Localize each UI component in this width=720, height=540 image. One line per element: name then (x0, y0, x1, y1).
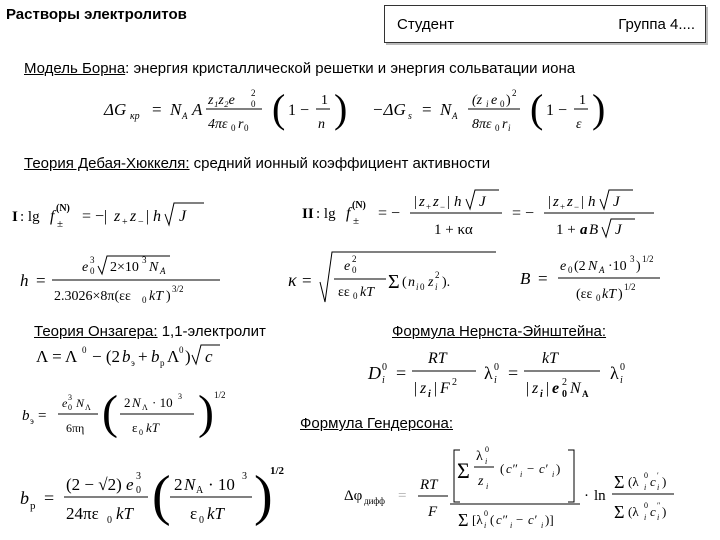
svg-text:0: 0 (484, 509, 488, 518)
svg-text:I: I (12, 209, 18, 225)
svg-text:(N): (N) (56, 203, 70, 214)
debye-huckel-heading-name: Теория Дебая-Хюккеля: (24, 155, 190, 172)
svg-text:(2 − √2): (2 − √2) (66, 475, 122, 494)
svg-text:2: 2 (562, 377, 567, 388)
svg-text:)]: )] (545, 512, 554, 527)
page-title: Растворы электролитов (6, 6, 187, 23)
svg-text:1 +: 1 + (556, 222, 576, 238)
svg-text:0: 0 (420, 282, 425, 292)
svg-text:): ) (618, 287, 623, 302)
svg-text:ΔG: ΔG (104, 100, 127, 119)
onsager-equation (34, 342, 264, 372)
svg-text:=: = (508, 363, 519, 383)
svg-text:0: 0 (90, 266, 95, 276)
svg-text:0: 0 (485, 445, 489, 454)
svg-text:c′: c′ (528, 512, 537, 527)
svg-text:0: 0 (199, 515, 204, 526)
svg-text:−ΔG: −ΔG (372, 100, 406, 119)
svg-text:0: 0 (644, 471, 648, 480)
svg-text:−: − (574, 202, 580, 212)
svg-text:(z: (z (472, 93, 483, 108)
svg-text:z: z (567, 194, 573, 210)
svg-text:0: 0 (82, 345, 87, 355)
svg-text:дифф: дифф (364, 496, 386, 506)
svg-text:2: 2 (251, 88, 256, 98)
svg-text:λ: λ (610, 363, 619, 383)
svg-text:э: э (131, 358, 135, 368)
svg-text:|: | (414, 194, 418, 210)
svg-text:=: = (36, 271, 46, 290)
svg-text:z: z (433, 194, 439, 210)
born-solvation-energy-formula (372, 82, 652, 142)
debye-huckel-second-approximation (302, 184, 702, 248)
svg-text:+: + (138, 347, 148, 366)
svg-text:): ) (506, 93, 511, 108)
svg-text:f: f (50, 208, 55, 225)
svg-text:A: A (192, 100, 203, 119)
svg-text:z: z (553, 194, 559, 210)
onsager-b-e-formula (22, 382, 252, 452)
onsager-heading-rest: 1,1-электролит (157, 323, 266, 340)
svg-text:(N): (N) (352, 200, 366, 211)
svg-text:(λ: (λ (628, 474, 639, 489)
svg-text:= −|: = −| (82, 208, 108, 225)
svg-text:B: B (520, 269, 531, 288)
svg-text:|: | (581, 194, 585, 210)
svg-text:Λ: Λ (85, 403, 91, 412)
debye-huckel-first-approximation (12, 195, 242, 235)
svg-text:0: 0 (244, 123, 249, 133)
svg-text:e: e (344, 259, 351, 274)
svg-text:2: 2 (174, 475, 183, 494)
svg-text:i: i (620, 375, 623, 386)
svg-text:F: F (440, 380, 450, 397)
student-label: Студент (397, 16, 455, 33)
svg-text:2×10: 2×10 (110, 260, 139, 275)
svg-text:i: i (486, 99, 489, 109)
svg-text:0: 0 (562, 389, 567, 400)
svg-text:: lg: : lg (316, 206, 336, 222)
svg-text:i: i (382, 375, 385, 386)
svg-text:J: J (613, 194, 620, 210)
svg-text:0: 0 (352, 265, 357, 275)
svg-text:0: 0 (620, 362, 625, 373)
svg-text:z: z (130, 208, 137, 225)
svg-text:24πε: 24πε (66, 504, 99, 523)
svg-text:c″: c″ (496, 512, 508, 527)
born-heading-name: Модель Борна (24, 60, 126, 77)
svg-text:n: n (408, 275, 415, 290)
svg-text:|: | (146, 208, 150, 225)
svg-text:b: b (22, 408, 30, 424)
svg-text:1: 1 (321, 93, 328, 108)
svg-text:· 10: · 10 (208, 475, 235, 494)
svg-text:c: c (650, 504, 656, 519)
svg-text:= −: = − (378, 205, 401, 222)
svg-text:|: | (526, 380, 530, 397)
svg-text:A: A (182, 111, 188, 121)
svg-text:2: 2 (435, 270, 440, 280)
svg-text:0: 0 (179, 345, 184, 355)
svg-text:i: i (541, 521, 544, 530)
svg-text:1: 1 (579, 93, 586, 108)
svg-text:): ) (662, 504, 667, 519)
svg-text:(: ( (102, 386, 118, 439)
svg-text:0: 0 (231, 123, 236, 133)
svg-text:0: 0 (495, 123, 500, 133)
svg-text:): ) (198, 386, 214, 439)
svg-text:ε: ε (132, 420, 138, 435)
svg-text:i: i (435, 282, 438, 292)
svg-text:0: 0 (382, 362, 387, 373)
svg-text:λ: λ (476, 449, 483, 464)
svg-text:кр: кр (130, 111, 140, 122)
svg-text:B: B (589, 222, 599, 238)
svg-text:z: z (114, 208, 121, 225)
svg-text:A: A (599, 265, 605, 275)
svg-text:=: = (38, 408, 47, 424)
svg-text:0: 0 (494, 362, 499, 373)
svg-text:8πε: 8πε (472, 117, 492, 132)
svg-text:=: = (398, 488, 407, 504)
svg-text:3: 3 (178, 392, 182, 401)
svg-text:J: J (479, 194, 486, 210)
svg-text:h: h (588, 194, 596, 210)
svg-text:).: ). (442, 275, 451, 290)
henderson-heading (300, 415, 453, 432)
kappa-formula (288, 248, 508, 314)
svg-text:kT: kT (207, 504, 224, 523)
svg-text:ln: ln (594, 488, 606, 504)
svg-text:h: h (454, 194, 462, 210)
debye-huckel-heading-rest: средний ионный коэффициент активности (189, 155, 491, 172)
svg-text:b: b (122, 347, 131, 366)
svg-text:A: A (582, 389, 589, 399)
svg-text:0: 0 (107, 515, 112, 526)
svg-text:0: 0 (644, 501, 648, 510)
debye-huckel-heading (24, 155, 490, 172)
svg-text:Δφ: Δφ (344, 488, 363, 504)
svg-text:Λ = Λ: Λ = Λ (36, 347, 78, 366)
svg-text:z: z (478, 474, 484, 489)
svg-text:e: e (126, 475, 134, 494)
svg-text:3: 3 (68, 393, 72, 402)
svg-text:i: i (508, 123, 511, 133)
svg-text:e: e (491, 93, 498, 108)
svg-text:|: | (546, 380, 550, 397)
svg-text:[λ: [λ (472, 512, 483, 527)
svg-text:z₁z₂e: z₁z₂e (208, 93, 235, 108)
svg-text:b: b (151, 347, 160, 366)
svg-text:(: ( (490, 512, 495, 527)
born-lattice-energy-formula (104, 82, 364, 142)
svg-text:0: 0 (500, 99, 505, 109)
svg-text:εε: εε (338, 285, 350, 300)
svg-text:3: 3 (630, 254, 635, 264)
svg-text:i: i (520, 470, 523, 479)
svg-text:0: 0 (251, 99, 256, 109)
svg-text:3: 3 (242, 471, 247, 482)
svg-text:i: i (540, 389, 543, 400)
svg-text:−: − (440, 202, 446, 212)
svg-text:=: = (302, 271, 312, 290)
nernst-einstein-formula (368, 343, 668, 405)
onsager-b-r-formula (20, 456, 310, 536)
svg-text:= −: = − (512, 205, 535, 222)
svg-text:· 10: · 10 (152, 395, 173, 410)
svg-text:J: J (179, 208, 187, 225)
nernst-einstein-heading-name: Формула Нернста-Эйнштейна: (392, 323, 607, 340)
svg-text:2: 2 (512, 88, 517, 98)
svg-text:e: e (560, 259, 567, 274)
svg-text:N: N (440, 100, 452, 119)
svg-text:2.3026×8π(εε: 2.3026×8π(εε (54, 289, 131, 304)
svg-text:(: ( (402, 275, 407, 290)
svg-text:=: = (152, 100, 162, 119)
svg-text:): ) (556, 461, 561, 476)
svg-text:z: z (419, 194, 425, 210)
svg-text:=: = (538, 269, 548, 288)
svg-text:i: i (552, 470, 555, 479)
svg-text:A: A (160, 266, 166, 276)
svg-text:1/2: 1/2 (624, 282, 636, 292)
svg-text:1/2: 1/2 (270, 465, 285, 477)
svg-text:|: | (414, 380, 418, 397)
svg-text:c′: c′ (539, 461, 548, 476)
svg-text:F: F (428, 504, 438, 520)
svg-text:р: р (160, 358, 165, 368)
svg-text:|: | (447, 194, 451, 210)
svg-text:i: i (485, 457, 488, 466)
svg-text:kT: kT (602, 287, 616, 302)
svg-text:N: N (588, 259, 598, 274)
svg-text:z: z (428, 275, 434, 290)
svg-text:·: · (584, 488, 589, 504)
svg-text:): ) (334, 86, 348, 131)
svg-text:ε: ε (190, 504, 198, 523)
svg-text:): ) (662, 474, 667, 489)
svg-text:): ) (592, 86, 606, 131)
svg-text:−: − (138, 217, 144, 228)
svg-text:c: c (205, 347, 213, 366)
svg-text:6πη: 6πη (66, 421, 85, 435)
svg-text:″: ″ (657, 501, 661, 510)
svg-text:0: 0 (142, 295, 147, 305)
svg-text:i: i (494, 375, 497, 386)
svg-text:e: e (82, 260, 89, 275)
svg-text:i: i (657, 483, 660, 492)
svg-text:(: ( (530, 86, 544, 131)
svg-text:c″: c″ (506, 461, 518, 476)
svg-text:: lg: : lg (20, 209, 40, 225)
svg-text:i: i (486, 482, 489, 491)
svg-text:N: N (184, 475, 196, 494)
svg-text:Λ: Λ (167, 347, 180, 366)
svg-text:A: A (196, 485, 204, 496)
svg-text:e: e (62, 396, 68, 410)
svg-text:Λ: Λ (142, 403, 148, 412)
svg-text:b: b (20, 488, 29, 508)
svg-text:Σ: Σ (457, 458, 470, 483)
born-heading-rest: : энергия кристаллической решетки и энергия сольватации иона (125, 60, 576, 77)
b-constant-formula (520, 250, 710, 310)
svg-text:kT: kT (360, 285, 374, 300)
h-constant-formula (20, 252, 260, 314)
henderson-heading-name: Формула Гендерсона: (300, 415, 453, 432)
svg-text:·10: ·10 (608, 259, 627, 274)
svg-text:(λ: (λ (628, 504, 639, 519)
svg-text:Σ: Σ (388, 271, 400, 293)
svg-text:i: i (644, 513, 647, 522)
svg-text:0: 0 (136, 485, 141, 496)
svg-text:0: 0 (596, 293, 601, 303)
svg-text:): ) (254, 465, 273, 527)
svg-text:3: 3 (90, 255, 95, 265)
svg-text:э: э (30, 416, 34, 426)
svg-text:A: A (452, 111, 458, 121)
svg-text:ε: ε (576, 117, 582, 132)
svg-text:): ) (185, 347, 191, 366)
svg-text:Σ: Σ (614, 472, 625, 492)
svg-text:RT: RT (428, 350, 447, 367)
svg-text:− (2: − (2 (92, 347, 120, 366)
svg-text:(: ( (500, 461, 505, 476)
svg-text:i: i (644, 483, 647, 492)
svg-text:c: c (650, 474, 656, 489)
svg-text:J: J (615, 222, 622, 238)
svg-text:Σ: Σ (458, 510, 469, 530)
svg-text:2: 2 (124, 395, 131, 410)
svg-text:±: ± (353, 215, 360, 227)
onsager-heading-name: Теория Онзагера: (34, 323, 158, 340)
svg-text:4πε: 4πε (208, 117, 228, 132)
svg-text:e: e (552, 380, 560, 397)
svg-text:): ) (166, 289, 171, 304)
svg-text:i: i (657, 513, 660, 522)
svg-text:Σ: Σ (614, 502, 625, 522)
svg-text:n: n (318, 117, 325, 132)
svg-text:i: i (510, 521, 513, 530)
svg-text:+: + (560, 202, 566, 212)
svg-text:=: = (44, 488, 55, 508)
svg-text:h: h (153, 208, 161, 225)
svg-text:N: N (570, 380, 581, 397)
svg-text:−: − (527, 461, 535, 476)
svg-text:3: 3 (142, 255, 147, 265)
svg-text:RT: RT (420, 477, 438, 493)
svg-text:i: i (416, 282, 419, 292)
svg-text:z: z (532, 380, 539, 397)
svg-text:3: 3 (136, 471, 141, 482)
svg-text:0: 0 (568, 265, 573, 275)
svg-text:a: a (580, 222, 588, 238)
svg-text:=: = (422, 100, 432, 119)
born-heading (24, 60, 575, 77)
svg-text:N: N (149, 260, 159, 275)
svg-text:): ) (636, 259, 641, 274)
svg-text:kT: kT (149, 289, 163, 304)
svg-text:′: ′ (657, 471, 659, 480)
svg-text:=: = (396, 363, 407, 383)
svg-text:kT: kT (116, 504, 133, 523)
svg-text:kT: kT (146, 420, 159, 435)
svg-text:0: 0 (68, 403, 72, 412)
svg-text:|: | (434, 380, 438, 397)
svg-text:(: ( (152, 465, 171, 527)
svg-text:λ: λ (484, 363, 493, 383)
svg-text:(: ( (272, 86, 286, 131)
svg-text:i: i (484, 521, 487, 530)
nernst-einstein-heading (392, 323, 606, 340)
svg-text:1/2: 1/2 (642, 254, 654, 264)
svg-text:0: 0 (139, 428, 143, 437)
group-label: Группа 4.... (618, 16, 695, 33)
svg-text:+: + (426, 202, 432, 212)
svg-text:|: | (548, 194, 552, 210)
svg-text:r: r (238, 117, 244, 132)
svg-text:1 −: 1 − (288, 102, 310, 119)
svg-text:i: i (428, 389, 431, 400)
onsager-heading (34, 323, 266, 340)
student-group-box (384, 5, 706, 43)
svg-text:II: II (302, 206, 314, 222)
svg-text:−: − (516, 512, 524, 527)
svg-text:1 + κα: 1 + κα (434, 222, 473, 238)
svg-text:N: N (76, 396, 85, 410)
svg-text:2: 2 (452, 377, 457, 388)
svg-text:f: f (346, 205, 351, 222)
svg-text:1 −: 1 − (546, 102, 568, 119)
svg-text:1/2: 1/2 (214, 390, 226, 400)
svg-text:N: N (132, 395, 141, 410)
svg-text:р: р (30, 500, 36, 512)
svg-text:3/2: 3/2 (172, 284, 184, 294)
svg-text:κ: κ (288, 270, 297, 290)
svg-text:z: z (420, 380, 427, 397)
svg-text:kT: kT (542, 350, 558, 367)
svg-text:2: 2 (352, 254, 357, 264)
svg-text:(εε: (εε (576, 287, 593, 302)
svg-text:r: r (502, 117, 508, 132)
svg-text:+: + (122, 217, 128, 228)
svg-text:D: D (368, 363, 381, 383)
svg-text:(2: (2 (574, 259, 586, 274)
svg-text:0: 0 (353, 291, 358, 301)
svg-text:N: N (170, 100, 182, 119)
svg-text:±: ± (57, 218, 64, 230)
svg-text:s: s (408, 111, 412, 122)
svg-text:h: h (20, 271, 29, 290)
henderson-formula (344, 436, 716, 540)
